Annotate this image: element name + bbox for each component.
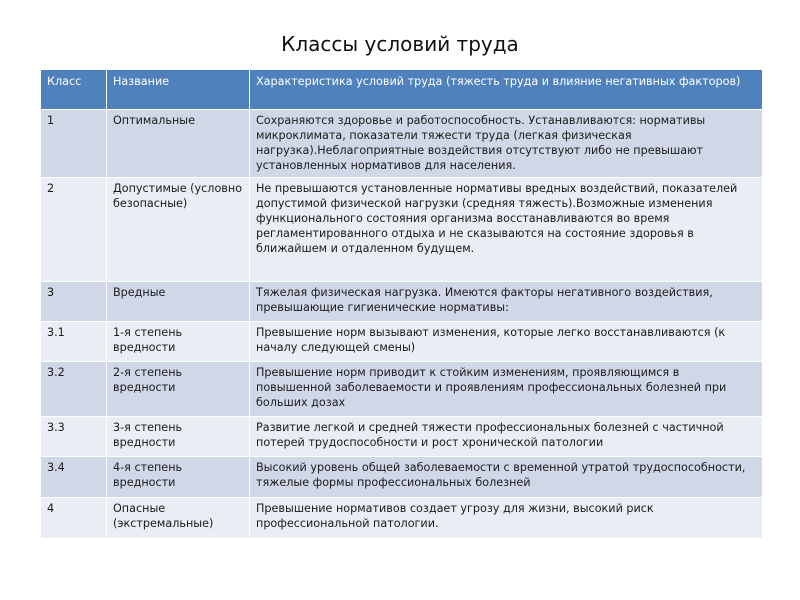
cell-name: Вредные [107,282,250,322]
cell-name: Оптимальные [107,110,250,178]
cell-description: Развитие легкой и средней тяжести профессиональных болезней с частичной потерей трудоспособности и рост хронической патологии [250,417,763,457]
header-name: Название [107,70,250,110]
table-row [41,322,763,362]
cell-class: 4 [41,498,107,539]
cell-name: 1-я степень вредности [107,322,250,362]
cell-name: 2-я степень вредности [107,362,250,417]
cell-class: 3.2 [41,362,107,417]
cell-description: Превышение норм приводит к стойким изменениям, проявляющимся в повышенной заболеваемости и проявлениям профессиональных болезней при больших дозах [250,362,763,417]
cell-name: Допустимые (условно безопасные) [107,178,250,282]
cell-class: 2 [41,178,107,282]
header-description: Характеристика условий труда (тяжесть труда и влияние негативных факторов) [250,70,763,110]
cell-description: Высокий уровень общей заболеваемости с временной утратой трудоспособности, тяжелые формы профессиональных болезней [250,457,763,498]
table-row [41,362,763,417]
cell-description: Тяжелая физическая нагрузка. Имеются факторы негативного воздействия, превышающие гигиенические нормативы: [250,282,763,322]
table-header-row [41,70,763,110]
cell-class: 3.3 [41,417,107,457]
table-row [41,282,763,322]
table-row [41,110,763,178]
work-conditions-table [40,69,763,539]
cell-name: 4-я степень вредности [107,457,250,498]
cell-description: Не превышаются установленные нормативы вредных воздействий, показателей допустимой физической нагрузки (средняя тяжесть).Возможные изменения функционального состояния организма восстанавливаются во время регламентированного отдыха и не сказываются на состояние здоровья в ближайшем и отдаленном будущем. [250,178,763,282]
table-row [41,417,763,457]
cell-name: 3-я степень вредности [107,417,250,457]
table-row [41,457,763,498]
cell-class: 3.1 [41,322,107,362]
cell-name: Опасные (экстремальные) [107,498,250,539]
cell-class: 3.4 [41,457,107,498]
cell-class: 3 [41,282,107,322]
cell-class: 1 [41,110,107,178]
cell-description: Сохраняются здоровье и работоспособность. Устанавливаются: нормативы микроклимата, показатели тяжести труда (легкая физическая нагрузка).Неблагоприятные воздействия отсутствуют либо не превышают установленных нормативов для населения. [250,110,763,178]
table-row [41,178,763,282]
header-class: Класс [41,70,107,110]
page-title: Классы условий труда [281,32,519,56]
cell-description: Превышение норм вызывают изменения, которые легко восстанавливаются (к началу следующей смены) [250,322,763,362]
table-row [41,498,763,539]
cell-description: Превышение нормативов создает угрозу для жизни, высокий риск профессиональной патологии. [250,498,763,539]
